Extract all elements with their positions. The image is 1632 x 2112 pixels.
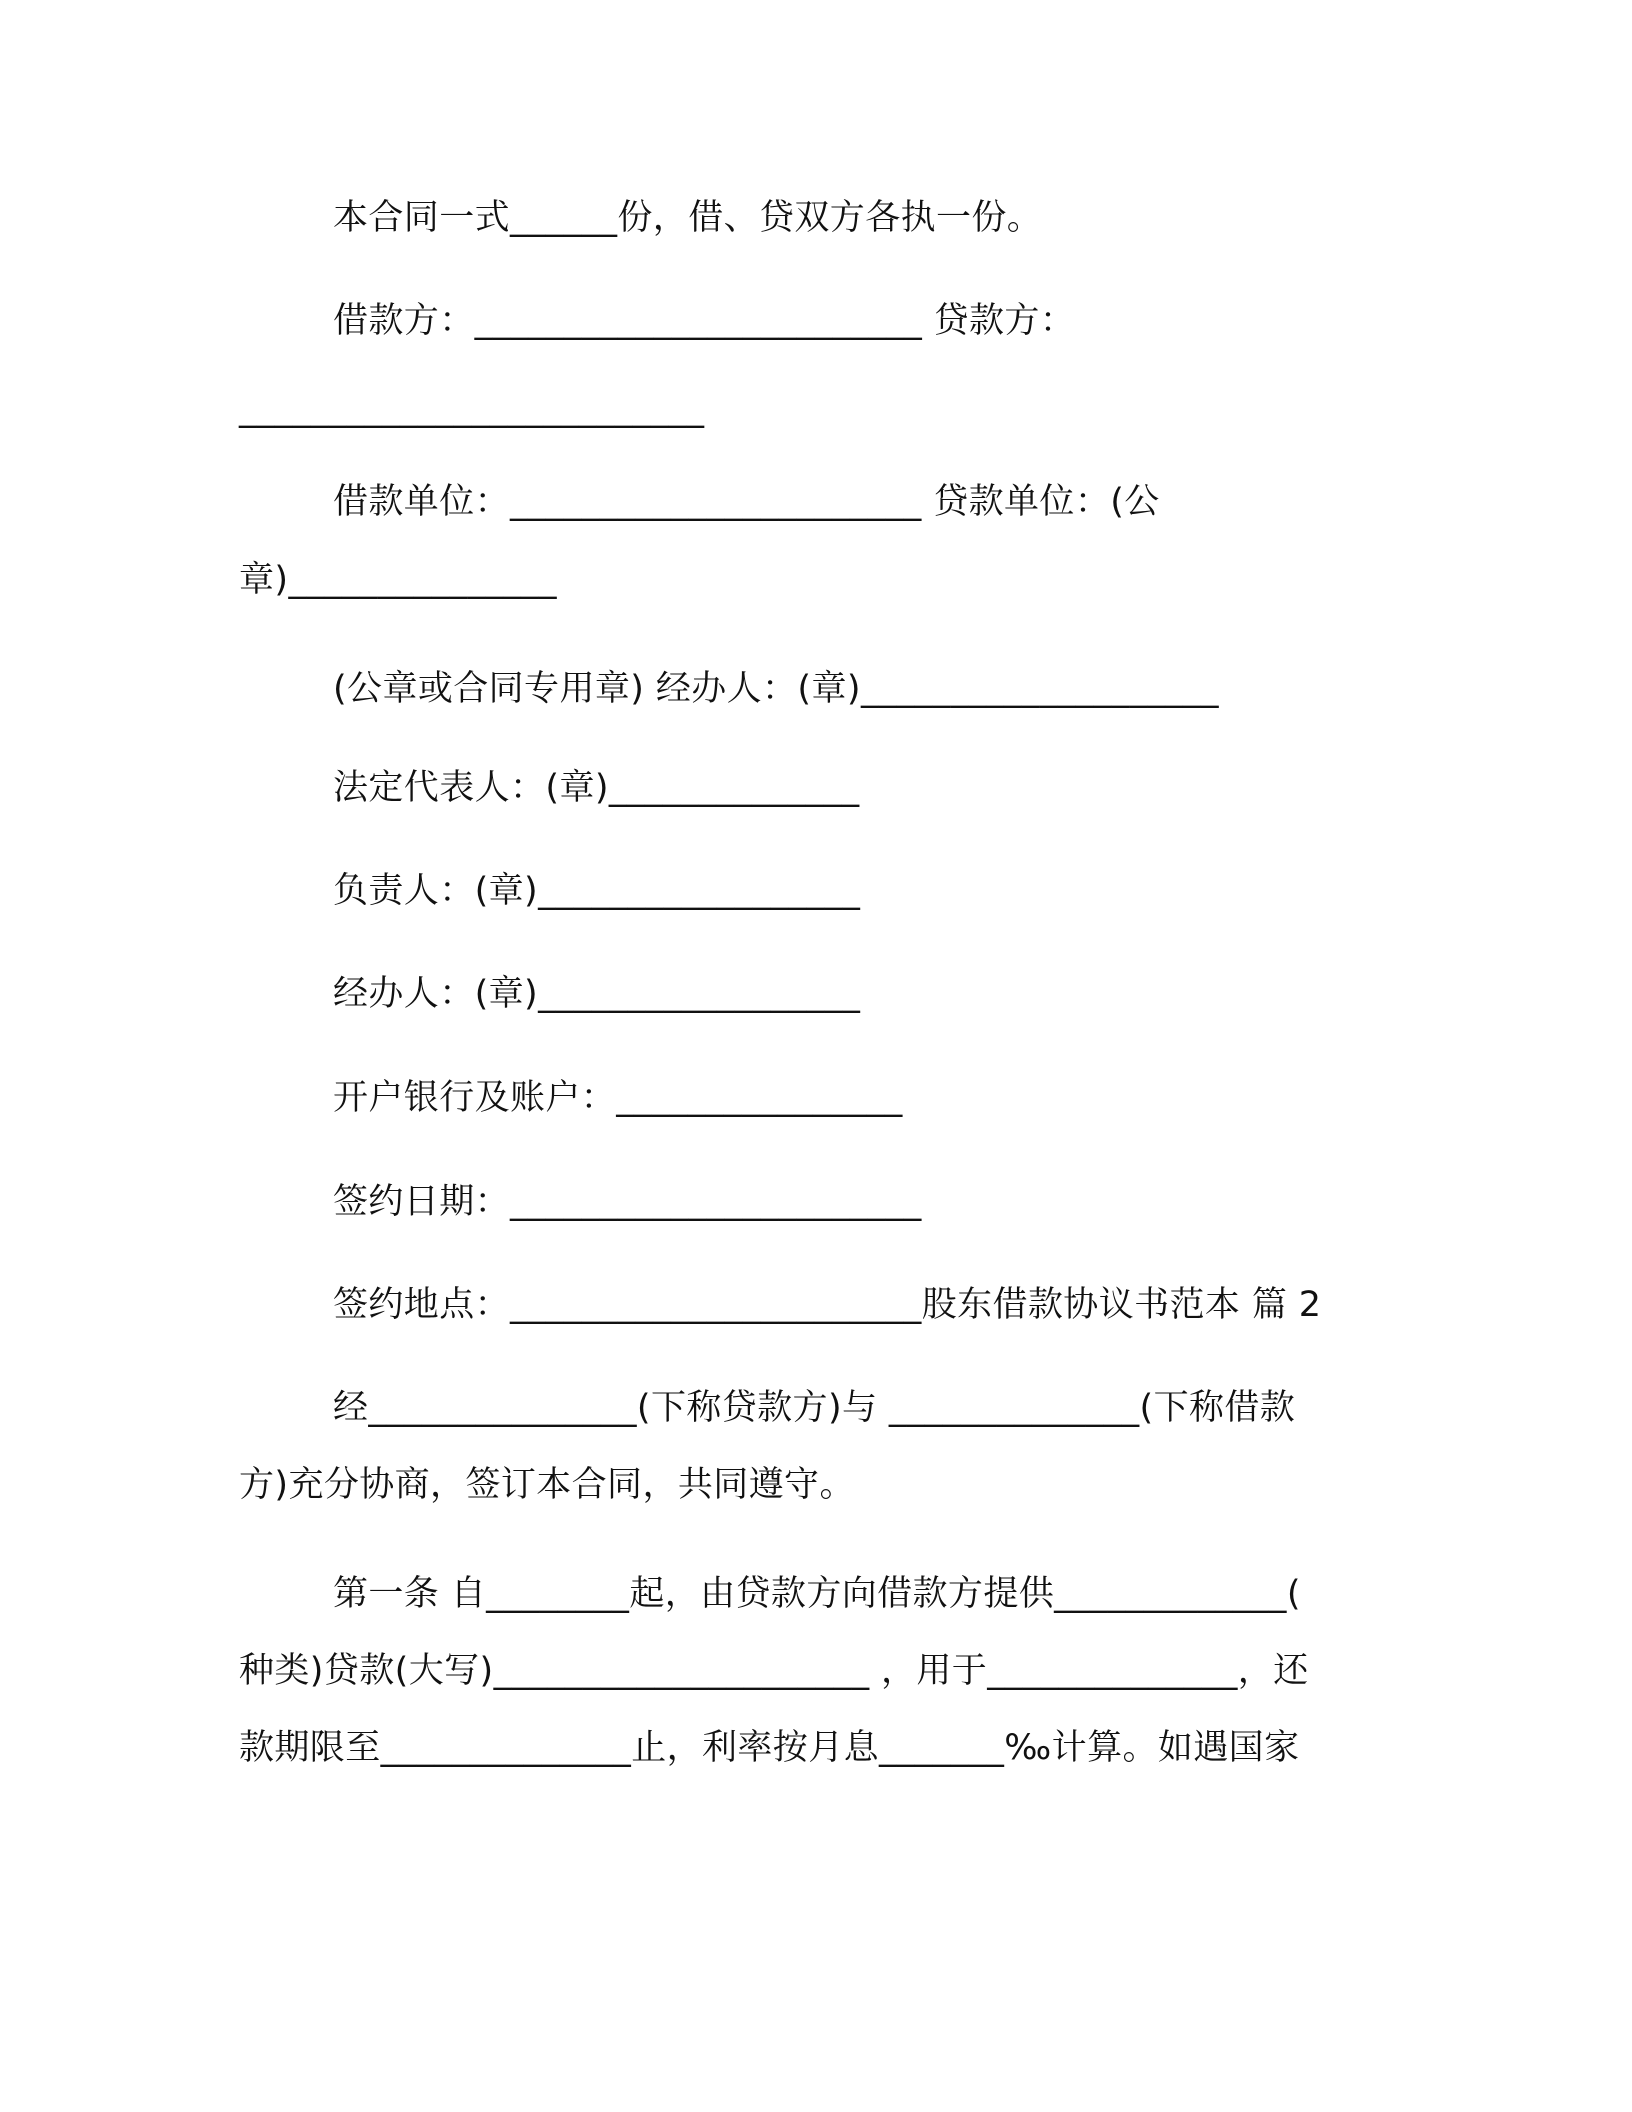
signing-place-line: 签约地点：_______________________股东借款协议书范本 篇 2	[333, 1285, 1322, 1325]
parties-line: 经_______________(下称贷款方)与 ______________(下称借款	[333, 1388, 1296, 1428]
article-one-line: 第一条 自________起，由贷款方向借款方提供_____________(	[333, 1574, 1301, 1614]
bank-account-line: 开户银行及账户：________________	[333, 1078, 903, 1118]
handler-line: 经办人：(章)__________________	[333, 974, 861, 1014]
repayment-term-line: 款期限至______________止，利率按月息_______‰计算。如遇国家	[239, 1728, 1300, 1768]
responsible-person-line: 负责人：(章)__________________	[333, 871, 861, 911]
loan-type-line: 种类)贷款(大写)_____________________ ，用于______________，还	[239, 1651, 1309, 1691]
lender-blank-line: __________________________	[239, 389, 705, 429]
official-seal-handler-line: (公章或合同专用章) 经办人：(章)____________________	[333, 669, 1219, 709]
signing-date-line: 签约日期：_______________________	[333, 1182, 922, 1222]
borrower-unit-line: 借款单位：_______________________ 贷款单位：(公	[333, 482, 1160, 522]
borrower-lender-line: 借款方：_________________________ 贷款方：	[333, 301, 1076, 341]
parties-continuation-line: 方)充分协商，签订本合同，共同遵守。	[239, 1465, 855, 1505]
contract-copies-line: 本合同一式______份，借、贷双方各执一份。	[333, 198, 1043, 238]
legal-representative-line: 法定代表人：(章)______________	[333, 768, 860, 808]
seal-continuation-line: 章)_______________	[239, 560, 557, 600]
